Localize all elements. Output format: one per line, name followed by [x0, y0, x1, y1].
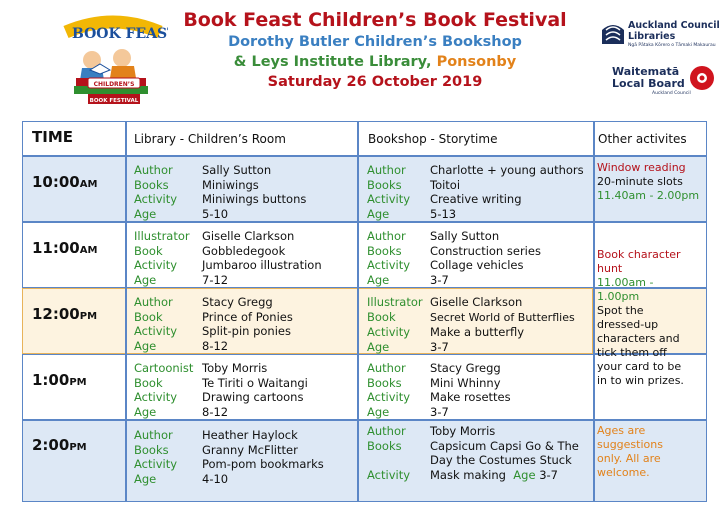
character-hunt-desc-line: tick them off: [597, 346, 667, 359]
field-label: Activity: [367, 325, 411, 339]
field-value: Make a butterfly: [430, 325, 525, 339]
ages-note-line: Ages are: [597, 424, 646, 437]
window-reading-title: Window reading: [597, 161, 686, 174]
window-reading-slots: 20-minute slots: [597, 175, 683, 188]
field-value: Giselle Clarkson: [430, 295, 523, 309]
field-value: Make rosettes: [430, 390, 511, 404]
field-label: Books: [367, 375, 402, 390]
time-ampm: AM: [79, 179, 98, 190]
column-header-library: Library - Children’s Room: [134, 132, 286, 146]
field-value: Giselle Clarkson: [202, 229, 295, 243]
field-value: Collage vehicles: [430, 258, 524, 272]
field-value: Heather Haylock: [202, 428, 298, 442]
time-cell: [32, 172, 97, 195]
field-value: Mini Whinny: [430, 375, 501, 390]
field-value: Creative writing: [430, 192, 522, 206]
ages-note-line: welcome.: [597, 466, 650, 479]
field-label: Activity: [134, 457, 178, 471]
column-header-other: Other activites: [598, 132, 687, 146]
page-header: [175, 8, 575, 92]
field-value: 3-7: [430, 272, 449, 287]
time-ampm: PM: [69, 377, 87, 388]
column-header-time: TIME: [32, 128, 73, 146]
field-value: Granny McFlitter: [202, 442, 298, 457]
field-label: Age: [513, 467, 536, 482]
time-cell: [32, 435, 87, 458]
character-hunt-desc-line: in to win prizes.: [597, 374, 684, 387]
library-activity: [134, 295, 293, 353]
time-value: 12:00: [32, 305, 80, 323]
field-value: 3-7: [430, 339, 449, 354]
field-label: Activity: [367, 390, 411, 404]
field-label: Activity: [134, 258, 178, 272]
column-divider: [125, 121, 127, 502]
waitemata-tagline: Auckland Council: [652, 91, 691, 96]
field-label: Age: [134, 471, 157, 486]
character-hunt-title: Book character: [597, 248, 681, 261]
field-value: Jumbaroo illustration: [202, 258, 322, 272]
field-value: Toby Morris: [202, 361, 268, 375]
time-value: 1:00: [32, 371, 70, 389]
field-label: Books: [134, 442, 169, 457]
local-board-label: Local Board: [612, 77, 685, 90]
schedule-table: [22, 121, 707, 502]
auckland-council-label: Auckland Council: [628, 20, 720, 31]
field-label: Illustrator: [367, 295, 423, 309]
book-feast-logo: [58, 8, 168, 108]
time-ampm: AM: [79, 245, 98, 256]
character-hunt-note: [597, 248, 705, 388]
field-label: Activity: [367, 467, 411, 482]
field-label: Activity: [134, 324, 178, 338]
bookshop-activity: [367, 229, 541, 287]
header-subtitle: Dorothy Butler Children’s Bookshop: [228, 34, 522, 50]
auckland-libraries-wordmark: [628, 20, 720, 42]
field-value: 5-10: [202, 206, 229, 221]
field-label: Illustrator: [134, 229, 190, 243]
field-label: Author: [367, 361, 406, 375]
auckland-libraries-tagline: Ngā Pātaka Kōrero o Tāmaki Makaurau: [628, 43, 716, 48]
book-feast-logo-sub: CHILDREN’S: [93, 81, 135, 88]
field-label: Age: [134, 206, 157, 221]
field-label: Author: [367, 424, 406, 438]
field-label: Age: [134, 404, 157, 419]
field-value: Prince of Ponies: [202, 309, 293, 324]
field-label: Activity: [134, 192, 178, 206]
libraries-label: Libraries: [628, 31, 676, 42]
bookshop-activity: [367, 163, 584, 221]
auckland-libraries-icon: [600, 18, 626, 48]
field-value: Toby Morris: [430, 424, 496, 438]
time-cell: [32, 304, 97, 327]
time-cell: [32, 238, 97, 261]
bookshop-activity: [367, 424, 579, 482]
field-value: 3-7: [539, 467, 558, 482]
field-label: Author: [134, 295, 173, 309]
field-label: Books: [367, 243, 402, 258]
time-value: 11:00: [32, 239, 80, 257]
field-label: Book: [134, 243, 163, 258]
time-value: 2:00: [32, 436, 70, 454]
field-label: Age: [134, 272, 157, 287]
field-label: Books: [367, 438, 402, 453]
time-value: 10:00: [32, 173, 80, 191]
column-header-bookshop: Bookshop - Storytime: [368, 132, 498, 146]
field-value: 3-7: [430, 404, 449, 419]
field-label: Book: [134, 375, 163, 390]
field-label: Author: [367, 229, 406, 243]
field-label: Author: [134, 428, 173, 442]
field-value: Pom-pom bookmarks: [202, 457, 324, 471]
field-value: Toitoi: [430, 177, 461, 192]
character-hunt-desc-line: Spot the: [597, 304, 644, 317]
field-label: Books: [134, 177, 169, 192]
field-value: Day the Costumes Stuck: [430, 453, 572, 467]
field-label: Cartoonist: [134, 361, 194, 375]
field-label: Activity: [367, 258, 411, 272]
field-label: Book: [367, 309, 396, 324]
field-value: Gobbledegook: [202, 243, 286, 258]
window-reading-time: 11.40am - 2.00pm: [597, 189, 700, 202]
ages-note-line: suggestions: [597, 438, 663, 451]
field-value: Secret World of Butterflies: [430, 310, 575, 324]
header-venue: [175, 52, 575, 72]
waitemata-local-board-logo: [612, 62, 717, 102]
time-ampm: PM: [79, 311, 98, 322]
field-value: Miniwings buttons: [202, 192, 307, 206]
field-label: Book: [134, 309, 163, 324]
field-label: Age: [367, 206, 390, 221]
field-value: Mask making: [430, 467, 506, 482]
header-venue-suburb: Ponsonby: [436, 54, 517, 70]
character-hunt-title-2: hunt: [597, 262, 623, 275]
time-cell: [32, 370, 87, 393]
pohutukawa-flower-icon: [688, 64, 716, 94]
field-value: 5-13: [430, 206, 457, 221]
bookshop-activity: [367, 361, 511, 419]
field-label: Author: [134, 163, 173, 177]
field-label: Age: [367, 339, 390, 354]
field-label: Age: [367, 404, 390, 419]
field-value: 8-12: [202, 404, 229, 419]
book-feast-logo-word: BOOK FEAST: [72, 26, 168, 42]
book-feast-logo-sub2: BOOK FESTIVAL: [89, 98, 139, 104]
field-value: Capsicum Capsi Go & The: [430, 438, 579, 453]
field-value: 4-10: [202, 471, 229, 486]
page-title: Book Feast Children’s Book Festival: [183, 9, 567, 31]
field-value: Sally Sutton: [430, 229, 500, 243]
field-label: Activity: [134, 390, 178, 404]
time-ampm: PM: [69, 442, 87, 453]
character-hunt-desc-line: characters and: [597, 332, 680, 345]
header-date: Saturday 26 October 2019: [267, 74, 483, 90]
column-divider: [357, 121, 359, 502]
ages-note-line: only. All are: [597, 452, 661, 465]
library-activity: [134, 428, 324, 486]
character-hunt-time-2: 1.00pm: [597, 290, 640, 303]
field-label: Books: [367, 177, 402, 192]
bookshop-activity: [367, 295, 575, 354]
waitemata-label: Waitematā: [612, 65, 680, 78]
library-activity: [134, 361, 308, 419]
window-reading-note: [597, 161, 705, 203]
field-value: Charlotte + young authors: [430, 163, 584, 177]
waitemata-wordmark: [612, 66, 685, 90]
field-value: Drawing cartoons: [202, 390, 304, 404]
character-hunt-time: 11.00am -: [597, 276, 654, 289]
character-hunt-desc-line: your card to be: [597, 360, 682, 373]
field-label: Age: [367, 272, 390, 287]
field-value: 7-12: [202, 272, 229, 287]
field-value: Te Tiriti o Waitangi: [202, 375, 308, 390]
field-label: Age: [134, 338, 157, 353]
auckland-libraries-logo: [600, 16, 720, 56]
field-value: Construction series: [430, 243, 541, 258]
column-divider: [593, 121, 595, 502]
field-value: 8-12: [202, 338, 229, 353]
library-activity: [134, 163, 306, 221]
field-label: Author: [367, 163, 406, 177]
field-value: Stacy Gregg: [430, 361, 501, 375]
library-activity: [134, 229, 322, 287]
field-value: Stacy Gregg: [202, 295, 273, 309]
character-hunt-desc-line: dressed-up: [597, 318, 659, 331]
ages-note: [597, 424, 705, 480]
field-value: Split-pin ponies: [202, 324, 291, 338]
field-value: Miniwings: [202, 177, 259, 192]
field-label: Activity: [367, 192, 411, 206]
header-venue-library: & Leys Institute Library,: [233, 54, 432, 70]
field-value: Sally Sutton: [202, 163, 272, 177]
book-feast-logo-art: [58, 8, 168, 108]
